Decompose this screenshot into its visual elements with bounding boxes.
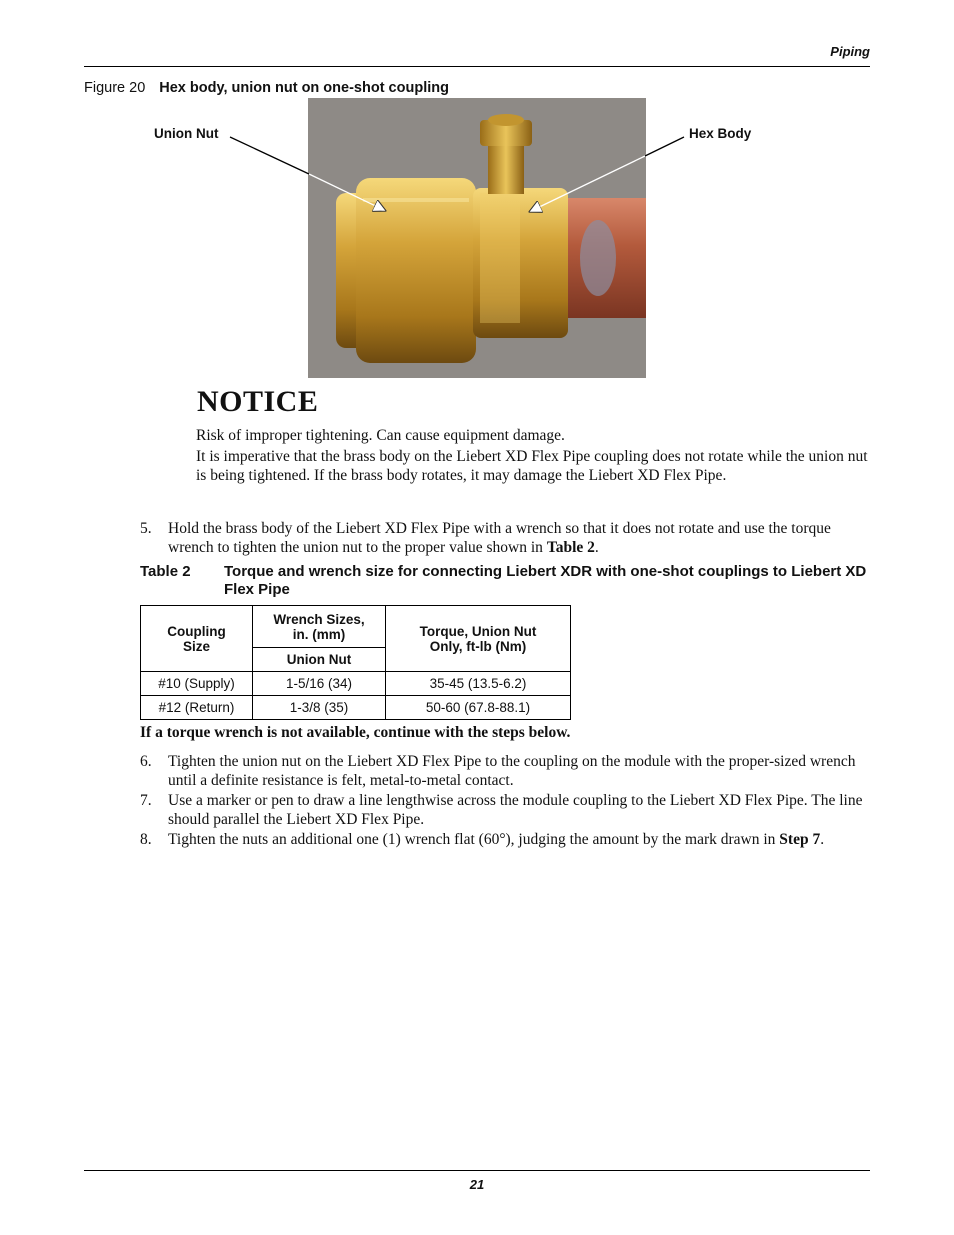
cell-wrench: 1-3/8 (35) xyxy=(253,696,386,720)
figure-title: Hex body, union nut on one-shot coupling xyxy=(159,80,449,96)
callout-union-nut: Union Nut xyxy=(154,126,219,141)
header-coupling-size: Coupling Size xyxy=(141,606,253,672)
step-text: Tighten the nuts an additional one (1) wrench flat (60°), judging the amount by the mark drawn in Step 7. xyxy=(168,831,825,848)
step-number: 6. xyxy=(140,753,152,770)
notice-risk-text: Risk of improper tightening. Can cause equipment damage. xyxy=(196,427,565,444)
callout-arrows xyxy=(0,0,954,400)
cell-size: #10 (Supply) xyxy=(141,672,253,696)
step-text: Tighten the union nut on the Liebert XD Flex Pipe to the coupling on the module with the proper-sized wrench until a definite resistance is felt, metal-to-metal contact. xyxy=(168,753,856,789)
notice-detail-text: It is imperative that the brass body on the Liebert XD Flex Pipe coupling does not rotate while the union nut is being tightened. If the brass body rotates, it may damage the Liebert XD Flex Pipe. xyxy=(196,448,868,484)
hex-body-leader-line xyxy=(645,137,684,156)
union-nut-leader-line xyxy=(230,137,309,174)
torque-table xyxy=(140,605,571,720)
table-row xyxy=(141,696,571,720)
hex-body-arrow xyxy=(531,156,645,211)
cell-wrench: 1-5/16 (34) xyxy=(253,672,386,696)
page-footer xyxy=(84,1170,870,1192)
union-nut-arrow xyxy=(309,174,384,210)
step-text: Use a marker or pen to draw a line lengthwise across the module coupling to the Liebert XD Flex Pipe. The line should parallel the Liebert XD Flex Pipe. xyxy=(168,792,863,828)
cell-size: #12 (Return) xyxy=(141,696,253,720)
step-number: 7. xyxy=(140,792,152,809)
step-7-reference: Step 7 xyxy=(779,831,821,848)
step-5 xyxy=(140,520,870,557)
section-name: Piping xyxy=(830,44,870,59)
cell-torque: 50-60 (67.8-88.1) xyxy=(386,696,571,720)
figure-label: Figure 20 xyxy=(84,80,146,96)
cell-torque: 35-45 (13.5-6.2) xyxy=(386,672,571,696)
table-title: Torque and wrench size for connecting Liebert XDR with one-shot couplings to Liebert XD Flex Pipe xyxy=(224,563,867,598)
header-wrench-sizes: Wrench Sizes, in. (mm) xyxy=(253,606,386,648)
table-label: Table 2 xyxy=(140,563,191,580)
callout-hex-body: Hex Body xyxy=(689,126,752,141)
table-2-reference: Table 2 xyxy=(546,538,595,556)
step-8 xyxy=(140,831,870,850)
page-number: 21 xyxy=(469,1177,485,1192)
torque-wrench-note: If a torque wrench is not available, continue with the steps below. xyxy=(140,724,571,741)
step-number: 5. xyxy=(140,520,152,537)
header-torque: Torque, Union Nut Only, ft-lb (Nm) xyxy=(386,606,571,672)
table-row xyxy=(141,672,571,696)
header-union-nut: Union Nut xyxy=(253,648,386,672)
table-caption xyxy=(140,563,870,599)
step-7 xyxy=(140,792,870,829)
step-number: 8. xyxy=(140,831,152,848)
step-6 xyxy=(140,753,870,790)
notice-title: NOTICE xyxy=(197,385,319,418)
step-text: Hold the brass body of the Liebert XD Flex Pipe with a wrench so that it does not rotate and use the torque wrench to tighten the union nut to the proper value shown in Table 2. xyxy=(168,520,831,556)
